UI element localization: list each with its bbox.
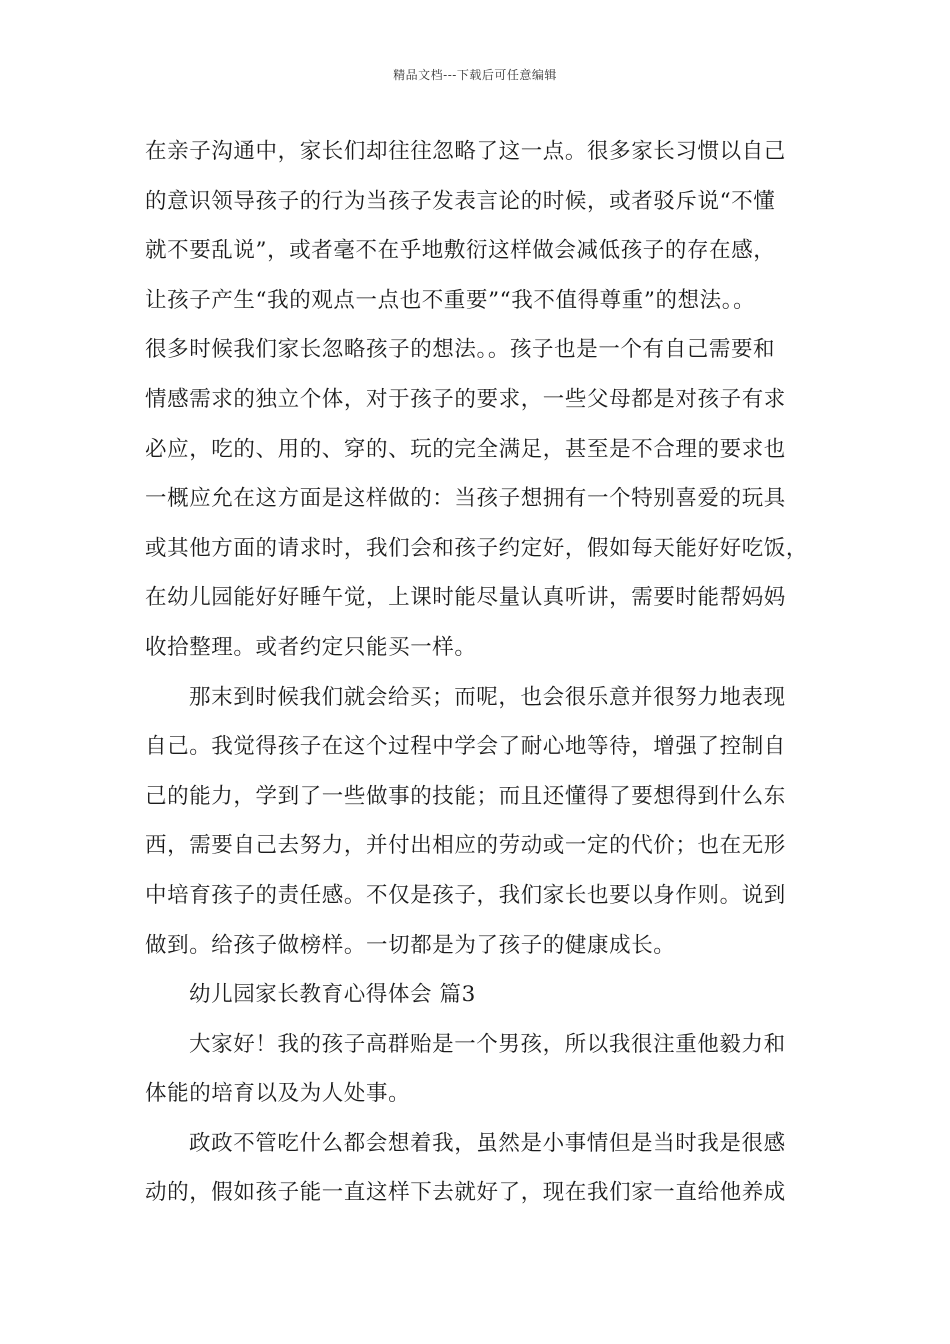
document-body — [145, 127, 815, 1218]
text-line: 在幼儿园能好好睡午觉，上课时能尽量认真听讲，需要时能帮妈妈 — [145, 585, 786, 611]
text-line: 西，需要自己去努力，并付出相应的劳动或一定的代价；也在无形 — [145, 833, 786, 859]
page-header: 精品文档---下载后可任意编辑 — [393, 68, 557, 82]
text-line: 收拾整理。或者约定只能买一样。 — [145, 634, 477, 660]
text-line: 己的能力，学到了一些做事的技能；而且还懂得了要想得到什么东 — [145, 783, 786, 809]
text-line: 体能的培育以及为人处事。 — [145, 1081, 411, 1107]
text-line: 必应，吃的、用的、穿的、玩的完全满足，甚至是不合理的要求也 — [145, 436, 786, 462]
text-line: 让孩子产生“我的观点一点也不重要”“我不值得尊重”的想法。。 — [145, 287, 756, 313]
text-line: 幼儿园家长教育心得体会 篇3 — [189, 982, 476, 1008]
text-line: 政政不管吃什么都会想着我，虽然是小事情但是当时我是很感 — [189, 1130, 786, 1156]
text-line: 一概应允在这方面是这样做的：当孩子想拥有一个特别喜爱的玩具 — [145, 486, 786, 512]
text-line: 做到。给孩子做榜样。一切都是为了孩子的健康成长。 — [145, 932, 676, 958]
text-line: 那末到时候我们就会给买；而呢，也会很乐意并很努力地表现 — [189, 684, 786, 710]
text-line: 大家好！我的孩子高群贻是一个男孩，所以我很注重他毅力和 — [189, 1031, 786, 1057]
text-line: 自己。我觉得孩子在这个过程中学会了耐心地等待，增强了控制自 — [145, 734, 786, 760]
text-line: 情感需求的独立个体，对于孩子的要求，一些父母都是对孩子有求 — [145, 386, 786, 412]
text-line: 或其他方面的请求时，我们会和孩子约定好，假如每天能好好吃饭， — [145, 535, 809, 561]
text-line: 就不要乱说”，或者毫不在乎地敷衍这样做会减低孩子的存在感， — [145, 238, 776, 264]
text-line: 中培育孩子的责任感。不仅是孩子，我们家长也要以身作则。说到 — [145, 882, 786, 908]
text-line: 在亲子沟通中，家长们却往往忽略了这一点。很多家长习惯以自己 — [145, 139, 786, 164]
text-line: 动的，假如孩子能一直这样下去就好了，现在我们家一直给他养成 — [145, 1180, 786, 1206]
text-line: 的意识领导孩子的行为当孩子发表言论的时候，或者驳斥说“不懂 — [145, 188, 776, 214]
text-line: 很多时候我们家长忽略孩子的想法。。孩子也是一个有自己需要和 — [145, 337, 776, 363]
